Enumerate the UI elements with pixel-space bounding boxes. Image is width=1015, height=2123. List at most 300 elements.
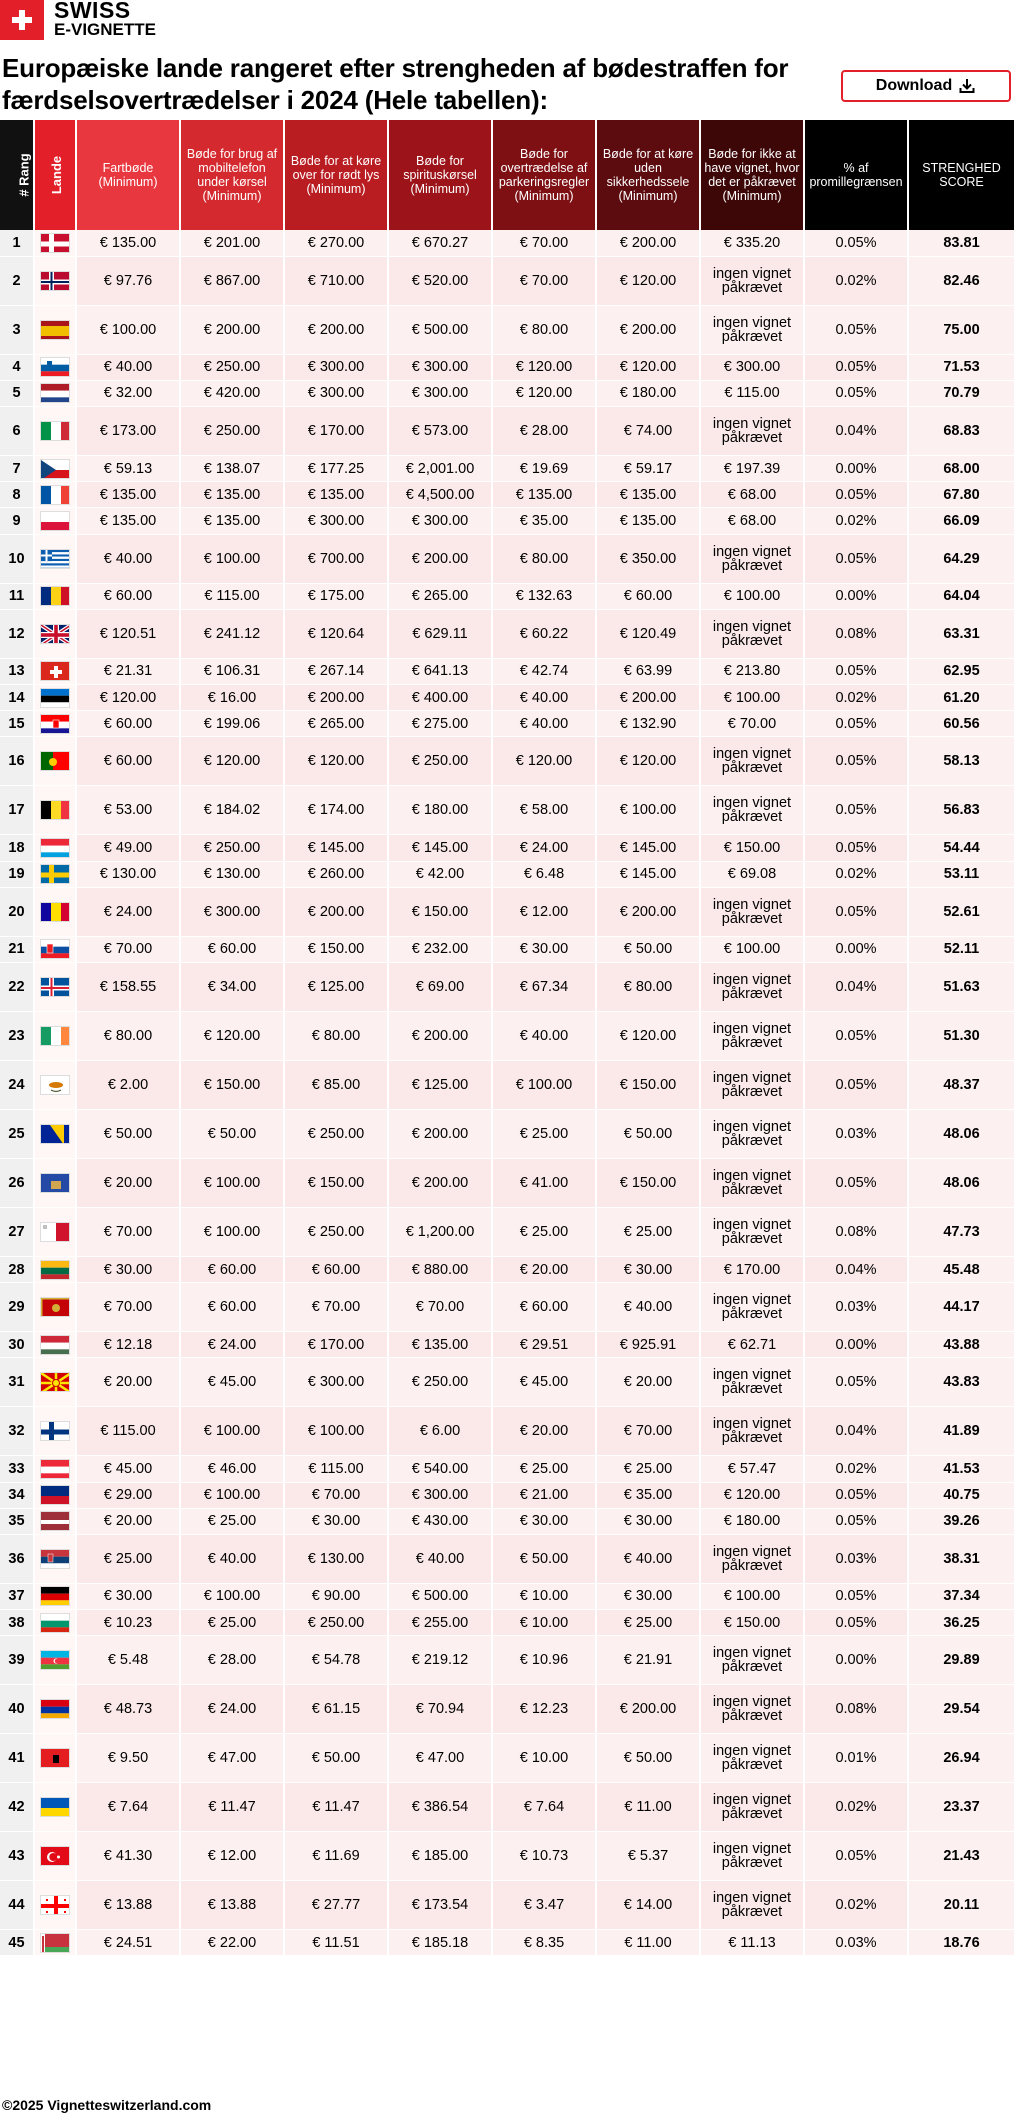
seatbelt-fine-cell: € 30.00 [596,1256,700,1282]
red-light-fine-cell: € 11.51 [284,1930,388,1956]
red-light-fine-cell: € 300.00 [284,508,388,534]
vignette-fine-cell: ingen vignet påkrævet [700,1534,804,1583]
vignette-fine-cell: € 180.00 [700,1508,804,1534]
parking-fine-cell: € 6.48 [492,861,596,887]
table-row [0,1482,1015,1508]
seatbelt-fine-cell: € 50.00 [596,1109,700,1158]
table-row [0,380,1015,406]
rank-cell: 28 [0,1256,34,1282]
denmark-flag-icon [40,233,70,253]
score-cell: 58.13 [908,737,1015,786]
score-cell: 39.26 [908,1508,1015,1534]
table-row [0,962,1015,1011]
speeding-fine-cell: € 2.00 [76,1060,180,1109]
seatbelt-fine-cell: € 20.00 [596,1358,700,1407]
phone-fine-cell: € 22.00 [180,1930,284,1956]
parking-fine-cell: € 70.00 [492,256,596,305]
turkey-flag-icon [40,1846,70,1866]
vignette-fine-cell: ingen vignet påkrævet [700,1011,804,1060]
vignette-fine-cell: € 100.00 [700,1583,804,1609]
phone-fine-cell: € 100.00 [180,1207,284,1256]
parking-fine-cell: € 120.00 [492,354,596,380]
speeding-fine-cell: € 120.51 [76,609,180,658]
table-row [0,1508,1015,1534]
score-cell: 40.75 [908,1482,1015,1508]
score-cell: 60.56 [908,711,1015,737]
speeding-fine-cell: € 49.00 [76,835,180,861]
header-phone-fine: Bøde for brug af mobiltelefon under kørsel (Minimum) [180,120,284,230]
azerbaijan-flag-icon [40,1650,70,1670]
bac-limit-cell: 0.05% [804,534,908,583]
header-rank: # Rang [0,120,34,230]
parking-fine-cell: € 28.00 [492,407,596,456]
rank-cell: 26 [0,1158,34,1207]
vignette-fine-cell: € 57.47 [700,1456,804,1482]
parking-fine-cell: € 3.47 [492,1881,596,1930]
speeding-fine-cell: € 120.00 [76,685,180,711]
red-light-fine-cell: € 85.00 [284,1060,388,1109]
ranking-table [0,120,1015,1956]
austria-flag-icon [40,1459,70,1479]
bac-limit-cell: 0.05% [804,230,908,256]
red-light-fine-cell: € 200.00 [284,887,388,936]
seatbelt-fine-cell: € 145.00 [596,835,700,861]
bac-limit-cell: 0.05% [804,835,908,861]
seatbelt-fine-cell: € 200.00 [596,685,700,711]
speeding-fine-cell: € 70.00 [76,1207,180,1256]
drunk-driving-fine-cell: € 255.00 [388,1610,492,1636]
seatbelt-fine-cell: € 5.37 [596,1832,700,1881]
drunk-driving-fine-cell: € 42.00 [388,861,492,887]
bac-limit-cell: 0.05% [804,737,908,786]
parking-fine-cell: € 40.00 [492,685,596,711]
seatbelt-fine-cell: € 25.00 [596,1207,700,1256]
country-cell [34,230,76,256]
rank-cell: 22 [0,962,34,1011]
score-cell: 82.46 [908,256,1015,305]
bac-limit-cell: 0.05% [804,1832,908,1881]
country-cell [34,508,76,534]
rank-cell: 43 [0,1832,34,1881]
seatbelt-fine-cell: € 135.00 [596,508,700,534]
table-row [0,1534,1015,1583]
parking-fine-cell: € 12.23 [492,1685,596,1734]
phone-fine-cell: € 106.31 [180,658,284,684]
table-row [0,1456,1015,1482]
phone-fine-cell: € 867.00 [180,256,284,305]
header-bac-limit: % af promillegrænsen [804,120,908,230]
country-cell [34,1256,76,1282]
header-country: Lande [34,120,76,230]
table-row [0,786,1015,835]
table-row [0,407,1015,456]
drunk-driving-fine-cell: € 1,200.00 [388,1207,492,1256]
speeding-fine-cell: € 40.00 [76,354,180,380]
header-drunk-driving-fine: Bøde for spirituskørsel (Minimum) [388,120,492,230]
speeding-fine-cell: € 30.00 [76,1583,180,1609]
phone-fine-cell: € 250.00 [180,835,284,861]
rank-cell: 15 [0,711,34,737]
bac-limit-cell: 0.05% [804,1508,908,1534]
seatbelt-fine-cell: € 63.99 [596,658,700,684]
parking-fine-cell: € 58.00 [492,786,596,835]
red-light-fine-cell: € 27.77 [284,1881,388,1930]
table-row [0,1583,1015,1609]
vignette-fine-cell: ingen vignet påkrævet [700,1832,804,1881]
country-cell [34,1636,76,1685]
parking-fine-cell: € 70.00 [492,230,596,256]
seatbelt-fine-cell: € 350.00 [596,534,700,583]
score-cell: 37.34 [908,1583,1015,1609]
parking-fine-cell: € 41.00 [492,1158,596,1207]
sweden-flag-icon [40,864,70,884]
rank-cell: 45 [0,1930,34,1956]
montenegro-flag-icon [40,1297,70,1317]
table-row [0,1734,1015,1783]
rank-cell: 31 [0,1358,34,1407]
score-cell: 18.76 [908,1930,1015,1956]
country-cell [34,1583,76,1609]
seatbelt-fine-cell: € 80.00 [596,962,700,1011]
bac-limit-cell: 0.00% [804,456,908,482]
score-cell: 26.94 [908,1734,1015,1783]
uk-flag-icon [40,624,70,644]
red-light-fine-cell: € 170.00 [284,1332,388,1358]
georgia-flag-icon [40,1895,70,1915]
table-row [0,1685,1015,1734]
red-light-fine-cell: € 120.64 [284,609,388,658]
vignette-fine-cell: ingen vignet påkrævet [700,1881,804,1930]
phone-fine-cell: € 241.12 [180,609,284,658]
czechia-flag-icon [40,459,70,479]
parking-fine-cell: € 20.00 [492,1407,596,1456]
rank-cell: 29 [0,1283,34,1332]
phone-fine-cell: € 135.00 [180,482,284,508]
parking-fine-cell: € 120.00 [492,737,596,786]
parking-fine-cell: € 8.35 [492,1930,596,1956]
score-cell: 29.89 [908,1636,1015,1685]
armenia-flag-icon [40,1699,70,1719]
vignette-fine-cell: € 213.80 [700,658,804,684]
bac-limit-cell: 0.05% [804,887,908,936]
bac-limit-cell: 0.05% [804,1610,908,1636]
germany-flag-icon [40,1586,70,1606]
phone-fine-cell: € 120.00 [180,737,284,786]
download-button[interactable] [841,70,1011,102]
country-cell [34,786,76,835]
belgium-flag-icon [40,800,70,820]
estonia-flag-icon [40,688,70,708]
speeding-fine-cell: € 135.00 [76,482,180,508]
rank-cell: 27 [0,1207,34,1256]
vignette-fine-cell: € 70.00 [700,711,804,737]
country-cell [34,1332,76,1358]
vignette-fine-cell: € 68.00 [700,482,804,508]
vignette-fine-cell: ingen vignet påkrævet [700,1636,804,1685]
vignette-fine-cell: € 150.00 [700,1610,804,1636]
vignette-fine-cell: € 62.71 [700,1332,804,1358]
drunk-driving-fine-cell: € 173.54 [388,1881,492,1930]
table-row [0,508,1015,534]
phone-fine-cell: € 16.00 [180,685,284,711]
table-row [0,1109,1015,1158]
latvia-flag-icon [40,1511,70,1531]
country-cell [34,407,76,456]
table-row [0,1358,1015,1407]
finland-flag-icon [40,1421,70,1441]
parking-fine-cell: € 21.00 [492,1482,596,1508]
score-cell: 64.29 [908,534,1015,583]
phone-fine-cell: € 47.00 [180,1734,284,1783]
rank-cell: 9 [0,508,34,534]
spain-flag-icon [40,320,70,340]
vignette-fine-cell: ingen vignet påkrævet [700,786,804,835]
parking-fine-cell: € 10.96 [492,1636,596,1685]
seatbelt-fine-cell: € 50.00 [596,936,700,962]
red-light-fine-cell: € 80.00 [284,1011,388,1060]
drunk-driving-fine-cell: € 629.11 [388,609,492,658]
speeding-fine-cell: € 21.31 [76,658,180,684]
vignette-fine-cell: € 100.00 [700,583,804,609]
vignette-fine-cell: € 100.00 [700,936,804,962]
red-light-fine-cell: € 174.00 [284,786,388,835]
red-light-fine-cell: € 120.00 [284,737,388,786]
bac-limit-cell: 0.00% [804,1636,908,1685]
rank-cell: 21 [0,936,34,962]
brand-name [54,1,156,39]
kosovo-flag-icon [40,1173,70,1193]
score-cell: 68.00 [908,456,1015,482]
brand-logo[interactable] [0,0,156,40]
table-row [0,1407,1015,1456]
score-cell: 51.30 [908,1011,1015,1060]
speeding-fine-cell: € 13.88 [76,1881,180,1930]
drunk-driving-fine-cell: € 200.00 [388,1011,492,1060]
drunk-driving-fine-cell: € 47.00 [388,1734,492,1783]
bac-limit-cell: 0.05% [804,1482,908,1508]
drunk-driving-fine-cell: € 185.18 [388,1930,492,1956]
table-row [0,1783,1015,1832]
vignette-fine-cell: € 11.13 [700,1930,804,1956]
table-row [0,583,1015,609]
lithuania-flag-icon [40,1260,70,1280]
rank-cell: 44 [0,1881,34,1930]
rank-cell: 13 [0,658,34,684]
parking-fine-cell: € 40.00 [492,1011,596,1060]
header-seatbelt-fine: Bøde for at køre uden sikkerhedssele (Minimum) [596,120,700,230]
parking-fine-cell: € 60.00 [492,1283,596,1332]
rank-cell: 20 [0,887,34,936]
score-cell: 23.37 [908,1783,1015,1832]
phone-fine-cell: € 100.00 [180,1583,284,1609]
parking-fine-cell: € 45.00 [492,1358,596,1407]
bac-limit-cell: 0.05% [804,711,908,737]
bac-limit-cell: 0.00% [804,1332,908,1358]
header-vignette-fine: Bøde for ikke at have vignet, hvor det er påkrævet (Minimum) [700,120,804,230]
bac-limit-cell: 0.08% [804,609,908,658]
rank-cell: 18 [0,835,34,861]
drunk-driving-fine-cell: € 135.00 [388,1332,492,1358]
table-row [0,1930,1015,1956]
speeding-fine-cell: € 30.00 [76,1256,180,1282]
red-light-fine-cell: € 150.00 [284,936,388,962]
drunk-driving-fine-cell: € 70.00 [388,1283,492,1332]
speeding-fine-cell: € 100.00 [76,305,180,354]
luxembourg-flag-icon [40,838,70,858]
score-cell: 48.37 [908,1060,1015,1109]
drunk-driving-fine-cell: € 200.00 [388,1158,492,1207]
drunk-driving-fine-cell: € 880.00 [388,1256,492,1282]
vignette-fine-cell: ingen vignet påkrævet [700,1685,804,1734]
seatbelt-fine-cell: € 200.00 [596,1685,700,1734]
score-cell: 83.81 [908,230,1015,256]
brand-line2: E-VIGNETTE [54,20,157,39]
download-label: Download [875,77,953,94]
seatbelt-fine-cell: € 11.00 [596,1783,700,1832]
croatia-flag-icon [40,714,70,734]
seatbelt-fine-cell: € 120.00 [596,1011,700,1060]
drunk-driving-fine-cell: € 125.00 [388,1060,492,1109]
red-light-fine-cell: € 177.25 [284,456,388,482]
red-light-fine-cell: € 200.00 [284,305,388,354]
red-light-fine-cell: € 90.00 [284,1583,388,1609]
phone-fine-cell: € 135.00 [180,508,284,534]
phone-fine-cell: € 201.00 [180,230,284,256]
speeding-fine-cell: € 135.00 [76,230,180,256]
drunk-driving-fine-cell: € 300.00 [388,354,492,380]
seatbelt-fine-cell: € 40.00 [596,1283,700,1332]
red-light-fine-cell: € 260.00 [284,861,388,887]
country-cell [34,609,76,658]
bac-limit-cell: 0.05% [804,658,908,684]
score-cell: 43.83 [908,1358,1015,1407]
phone-fine-cell: € 46.00 [180,1456,284,1482]
score-cell: 51.63 [908,962,1015,1011]
drunk-driving-fine-cell: € 300.00 [388,380,492,406]
score-cell: 70.79 [908,380,1015,406]
bac-limit-cell: 0.03% [804,1534,908,1583]
drunk-driving-fine-cell: € 573.00 [388,407,492,456]
country-cell [34,1060,76,1109]
country-cell [34,1207,76,1256]
drunk-driving-fine-cell: € 40.00 [388,1534,492,1583]
table-row [0,1060,1015,1109]
vignette-fine-cell: € 170.00 [700,1256,804,1282]
rank-cell: 7 [0,456,34,482]
vignette-fine-cell: € 335.20 [700,230,804,256]
parking-fine-cell: € 30.00 [492,936,596,962]
seatbelt-fine-cell: € 925.91 [596,1332,700,1358]
netherlands-flag-icon [40,383,70,403]
bac-limit-cell: 0.05% [804,1060,908,1109]
rank-cell: 36 [0,1534,34,1583]
score-cell: 45.48 [908,1256,1015,1282]
vignette-fine-cell: € 68.00 [700,508,804,534]
rank-cell: 10 [0,534,34,583]
parking-fine-cell: € 25.00 [492,1207,596,1256]
drunk-driving-fine-cell: € 265.00 [388,583,492,609]
table-row [0,737,1015,786]
albania-flag-icon [40,1748,70,1768]
vignette-fine-cell: ingen vignet påkrævet [700,1358,804,1407]
rank-cell: 24 [0,1060,34,1109]
vignette-fine-cell: ingen vignet påkrævet [700,1060,804,1109]
red-light-fine-cell: € 200.00 [284,685,388,711]
phone-fine-cell: € 40.00 [180,1534,284,1583]
andorra-flag-icon [40,902,70,922]
malta-flag-icon [40,1222,70,1242]
rank-cell: 32 [0,1407,34,1456]
bac-limit-cell: 0.00% [804,936,908,962]
table-row [0,1158,1015,1207]
score-cell: 52.11 [908,936,1015,962]
parking-fine-cell: € 10.00 [492,1610,596,1636]
bac-limit-cell: 0.05% [804,482,908,508]
score-cell: 29.54 [908,1685,1015,1734]
italy-flag-icon [40,421,70,441]
speeding-fine-cell: € 40.00 [76,534,180,583]
vignette-fine-cell: € 120.00 [700,1482,804,1508]
table-row [0,685,1015,711]
table-row [0,835,1015,861]
parking-fine-cell: € 25.00 [492,1456,596,1482]
country-cell [34,1783,76,1832]
slovenia-flag-icon [40,357,70,377]
speeding-fine-cell: € 50.00 [76,1109,180,1158]
parking-fine-cell: € 132.63 [492,583,596,609]
country-cell [34,1158,76,1207]
portugal-flag-icon [40,751,70,771]
speeding-fine-cell: € 173.00 [76,407,180,456]
drunk-driving-fine-cell: € 70.94 [388,1685,492,1734]
phone-fine-cell: € 250.00 [180,354,284,380]
vignette-fine-cell: ingen vignet påkrævet [700,1783,804,1832]
score-cell: 44.17 [908,1283,1015,1332]
score-cell: 71.53 [908,354,1015,380]
bac-limit-cell: 0.02% [804,685,908,711]
country-cell [34,1407,76,1456]
rank-cell: 3 [0,305,34,354]
country-cell [34,1482,76,1508]
drunk-driving-fine-cell: € 500.00 [388,305,492,354]
red-light-fine-cell: € 710.00 [284,256,388,305]
speeding-fine-cell: € 7.64 [76,1783,180,1832]
red-light-fine-cell: € 250.00 [284,1207,388,1256]
red-light-fine-cell: € 250.00 [284,1610,388,1636]
drunk-driving-fine-cell: € 430.00 [388,1508,492,1534]
bac-limit-cell: 0.05% [804,354,908,380]
drunk-driving-fine-cell: € 275.00 [388,711,492,737]
parking-fine-cell: € 135.00 [492,482,596,508]
red-light-fine-cell: € 70.00 [284,1482,388,1508]
bulgaria-flag-icon [40,1613,70,1633]
red-light-fine-cell: € 50.00 [284,1734,388,1783]
table-row [0,482,1015,508]
bac-limit-cell: 0.01% [804,1734,908,1783]
seatbelt-fine-cell: € 25.00 [596,1456,700,1482]
speeding-fine-cell: € 20.00 [76,1158,180,1207]
seatbelt-fine-cell: € 11.00 [596,1930,700,1956]
download-icon [958,77,976,95]
phone-fine-cell: € 184.02 [180,786,284,835]
phone-fine-cell: € 300.00 [180,887,284,936]
score-cell: 64.04 [908,583,1015,609]
score-cell: 41.53 [908,1456,1015,1482]
speeding-fine-cell: € 158.55 [76,962,180,1011]
header-speeding-fine: Fartbøde (Minimum) [76,120,180,230]
seatbelt-fine-cell: € 180.00 [596,380,700,406]
vignette-fine-cell: ingen vignet påkrævet [700,305,804,354]
